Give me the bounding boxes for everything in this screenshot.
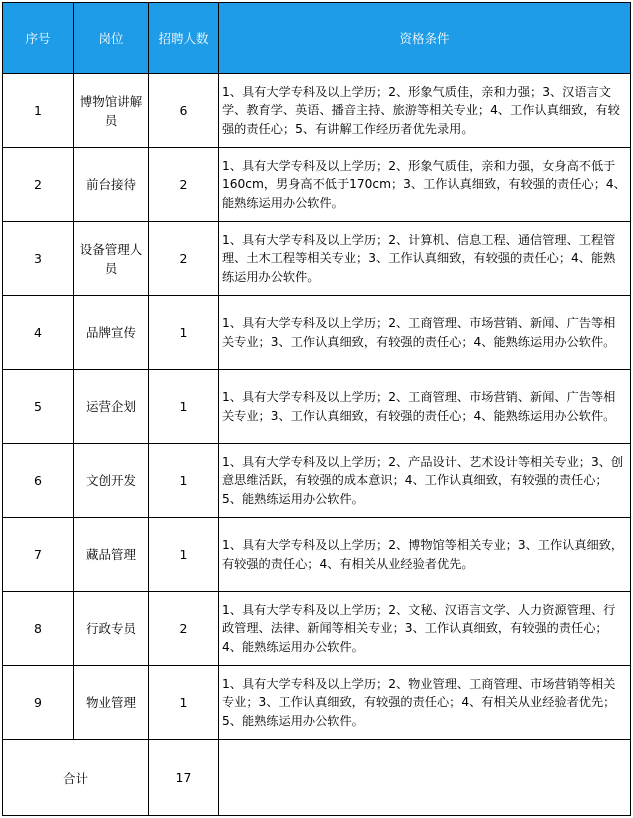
table-row — [3, 518, 631, 592]
row-index: 5 — [3, 370, 74, 444]
row-index: 1 — [3, 74, 74, 148]
total-requirements — [219, 740, 631, 816]
row-index: 7 — [3, 518, 74, 592]
table-header-row — [3, 3, 631, 74]
row-position: 博物馆讲解员 — [74, 74, 149, 148]
row-count: 2 — [149, 592, 219, 666]
row-requirements: 1、具有大学专科及以上学历；2、文秘、汉语言文学、人力资源管理、行政管理、法律、新闻等相关专业；3、工作认真细致，有较强的责任心；4、能熟练运用办公软件。 — [219, 592, 631, 666]
row-requirements: 1、具有大学专科及以上学历；2、工商管理、市场营销、新闻、广告等相关专业；3、工作认真细致，有较强的责任心；4、能熟练运用办公软件。 — [219, 370, 631, 444]
header-requirements: 资格条件 — [219, 3, 631, 74]
row-index: 8 — [3, 592, 74, 666]
row-count: 1 — [149, 370, 219, 444]
row-count: 2 — [149, 222, 219, 296]
table-row — [3, 444, 631, 518]
row-requirements: 1、具有大学专科及以上学历；2、工商管理、市场营销、新闻、广告等相关专业；3、工作认真细致，有较强的责任心；4、能熟练运用办公软件。 — [219, 296, 631, 370]
row-requirements: 1、具有大学专科及以上学历；2、产品设计、艺术设计等相关专业；3、创意思维活跃，有较强的成本意识；4、工作认真细致，有较强的责任心；5、能熟练运用办公软件。 — [219, 444, 631, 518]
row-index: 3 — [3, 222, 74, 296]
total-label: 合计 — [3, 740, 149, 816]
row-position: 前台接待 — [74, 148, 149, 222]
row-index: 4 — [3, 296, 74, 370]
total-row — [3, 740, 631, 816]
row-index: 2 — [3, 148, 74, 222]
row-position: 物业管理 — [74, 666, 149, 740]
table-row — [3, 592, 631, 666]
row-count: 1 — [149, 666, 219, 740]
table-row — [3, 222, 631, 296]
row-requirements: 1、具有大学专科及以上学历；2、形象气质佳，亲和力强，女身高不低于160cm，男身高不低于170cm；3、工作认真细致，有较强的责任心；4、能熟练运用办公软件。 — [219, 148, 631, 222]
row-position: 行政专员 — [74, 592, 149, 666]
table-row — [3, 370, 631, 444]
row-position: 文创开发 — [74, 444, 149, 518]
header-index: 序号 — [3, 3, 74, 74]
row-count: 1 — [149, 296, 219, 370]
row-requirements: 1、具有大学专科及以上学历；2、形象气质佳，亲和力强；3、汉语言文学、教育学、英语、播音主持、旅游等相关专业；4、工作认真细致，有较强的责任心；5、有讲解工作经历者优先录用。 — [219, 74, 631, 148]
row-position: 品牌宣传 — [74, 296, 149, 370]
total-count: 17 — [149, 740, 219, 816]
row-index: 9 — [3, 666, 74, 740]
row-position: 设备管理人员 — [74, 222, 149, 296]
table-row — [3, 296, 631, 370]
recruitment-table — [2, 2, 631, 816]
row-count: 1 — [149, 444, 219, 518]
row-index: 6 — [3, 444, 74, 518]
table-row — [3, 74, 631, 148]
row-requirements: 1、具有大学专科及以上学历；2、物业管理、工商管理、市场营销等相关专业；3、工作认真细致，有较强的责任心；4、有相关从业经验者优先；5、能熟练运用办公软件。 — [219, 666, 631, 740]
row-requirements: 1、具有大学专科及以上学历；2、博物馆等相关专业；3、工作认真细致，有较强的责任心；4、有相关从业经验者优先。 — [219, 518, 631, 592]
header-position: 岗位 — [74, 3, 149, 74]
row-requirements: 1、具有大学专科及以上学历；2、计算机、信息工程、通信管理、工程管理、土木工程等相关专业；3、工作认真细致，有较强的责任心；4、能熟练运用办公软件。 — [219, 222, 631, 296]
row-count: 2 — [149, 148, 219, 222]
row-position: 运营企划 — [74, 370, 149, 444]
row-count: 1 — [149, 518, 219, 592]
header-count: 招聘人数 — [149, 3, 219, 74]
row-count: 6 — [149, 74, 219, 148]
table-row — [3, 148, 631, 222]
table-row — [3, 666, 631, 740]
row-position: 藏品管理 — [74, 518, 149, 592]
